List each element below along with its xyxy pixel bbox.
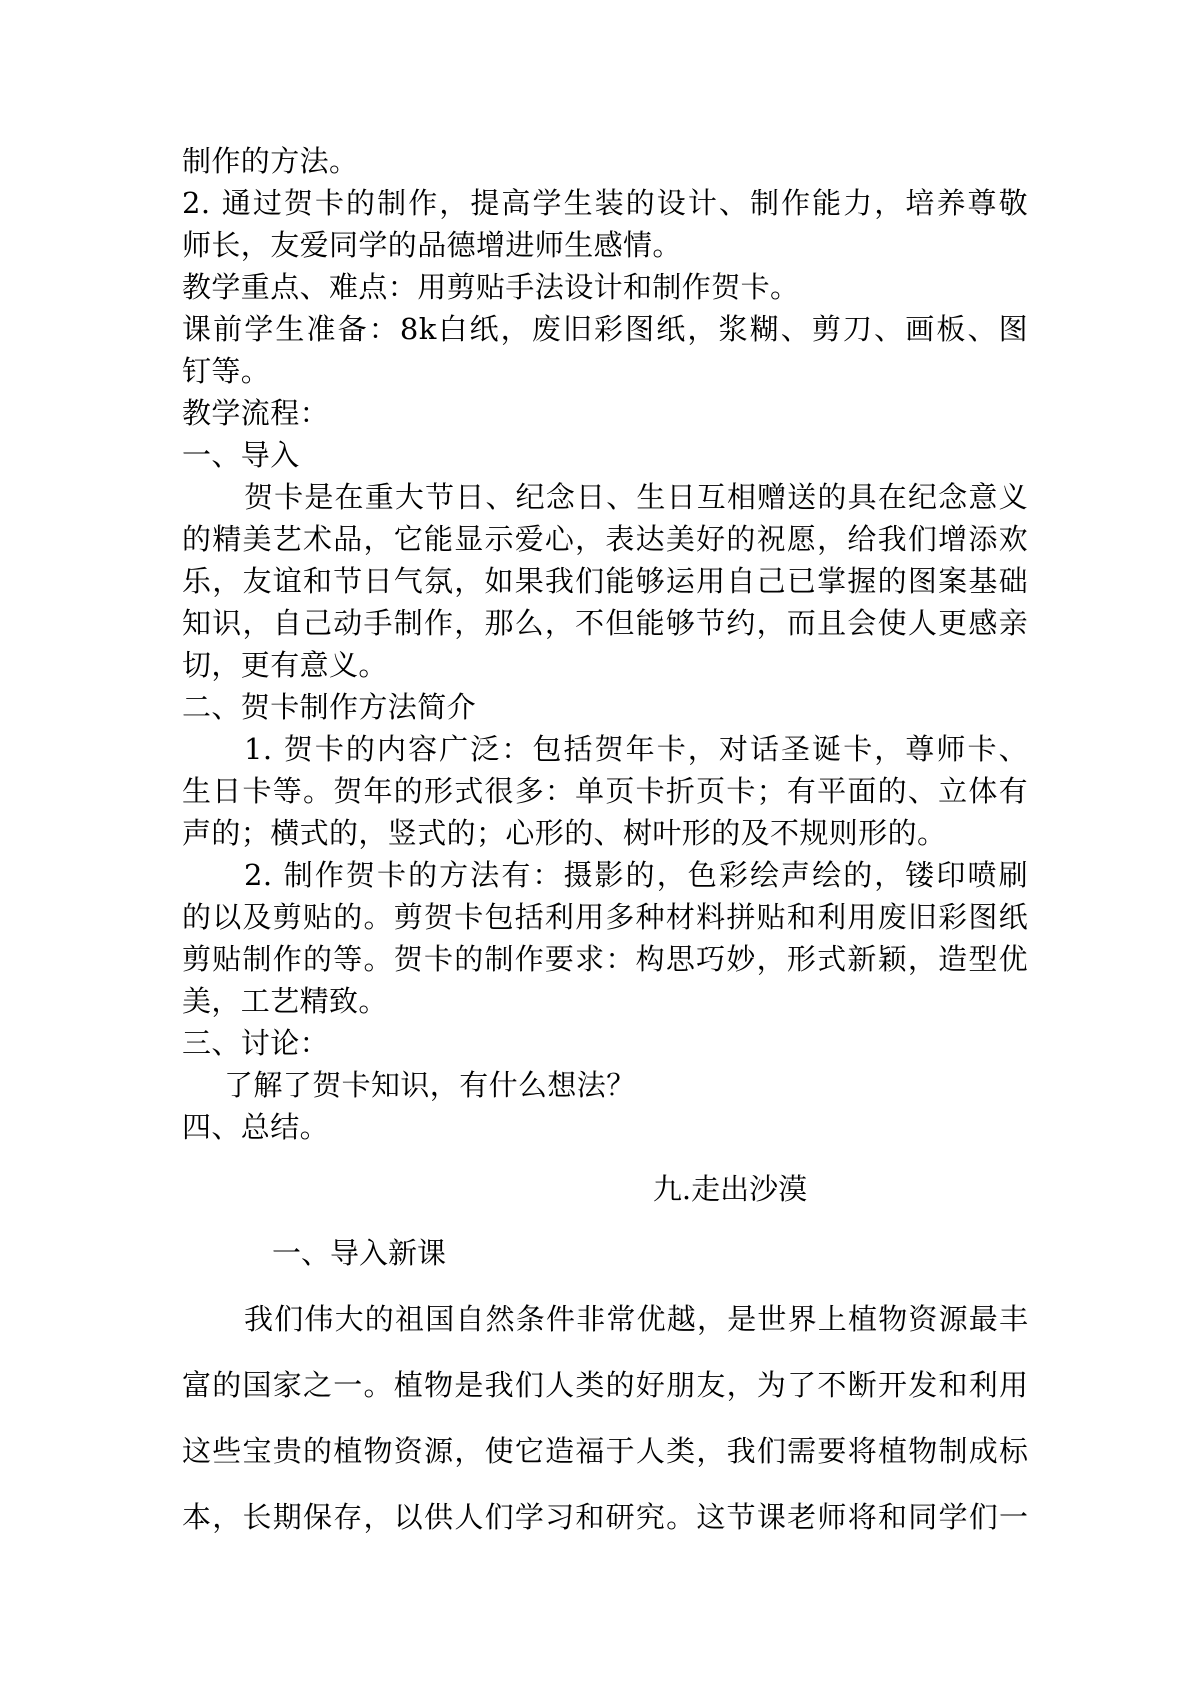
lesson-title: 九.走出沙漠 <box>652 1172 808 1206</box>
lesson-content <box>182 140 1028 1148</box>
section-heading: 一、导入 <box>182 438 300 472</box>
paragraph-line: 的精美艺术品，它能显示爱心，表达美好的祝愿，给我们增添欢 <box>182 522 1028 556</box>
paragraph-line: 富的国家之一。植物是我们人类的好朋友，为了不断开发和利用 <box>182 1368 1028 1402</box>
paragraph-line: 剪贴制作的等。贺卡的制作要求：构思巧妙，形式新颖，造型优 <box>182 942 1028 976</box>
text-line: 制作的方法。 <box>182 144 359 178</box>
discussion-question: 了解了贺卡知识，有什么想法？ <box>224 1068 636 1102</box>
preparation-line: 课前学生准备：8k白纸，废旧彩图纸，浆糊、剪刀、画板、图 <box>182 312 1028 346</box>
section-heading: 教学流程： <box>182 396 330 430</box>
paragraph-line: 声的；横式的，竖式的；心形的、树叶形的及不规则形的。 <box>182 816 947 850</box>
section-heading: 三、讨论： <box>182 1026 330 1060</box>
paragraph-line: 的以及剪贴的。剪贺卡包括利用多种材料拼贴和利用废旧彩图纸 <box>182 900 1028 934</box>
section-heading: 四、总结。 <box>182 1110 330 1144</box>
paragraph-line: 切，更有意义。 <box>182 648 388 682</box>
paragraph-line: 贺卡是在重大节日、纪念日、生日互相赠送的具在纪念意义 <box>244 480 1028 514</box>
text-line: 2. 通过贺卡的制作，提高学生装的设计、制作能力，培养尊敬 <box>182 186 1028 220</box>
paragraph-line: 2. 制作贺卡的方法有：摄影的，色彩绘声绘的，镂印喷刷 <box>244 858 1028 892</box>
paragraph-line: 我们伟大的祖国自然条件非常优越，是世界上植物资源最丰 <box>244 1302 1028 1336</box>
section-heading: 二、贺卡制作方法简介 <box>182 690 477 724</box>
paragraph-line: 美，工艺精致。 <box>182 984 388 1018</box>
paragraph-line: 乐，友谊和节日气氛，如果我们能够运用自己已掌握的图案基础 <box>182 564 1028 598</box>
paragraph-line: 这些宝贵的植物资源，使它造福于人类，我们需要将植物制成标 <box>182 1434 1028 1468</box>
section-heading: 一、导入新课 <box>272 1236 447 1270</box>
paragraph-line: 1. 贺卡的内容广泛：包括贺年卡，对话圣诞卡，尊师卡、 <box>244 732 1028 766</box>
text-line: 钉等。 <box>182 354 271 388</box>
paragraph-line: 生日卡等。贺年的形式很多：单页卡折页卡；有平面的、立体有 <box>182 774 1028 808</box>
text-line: 师长，友爱同学的品德增进师生感情。 <box>182 228 682 262</box>
paragraph-line: 本，长期保存，以供人们学习和研究。这节课老师将和同学们一 <box>182 1500 1028 1534</box>
key-points-line: 教学重点、难点：用剪贴手法设计和制作贺卡。 <box>182 270 800 304</box>
paragraph-line: 知识，自己动手制作，那么，不但能够节约，而且会使人更感亲 <box>182 606 1028 640</box>
